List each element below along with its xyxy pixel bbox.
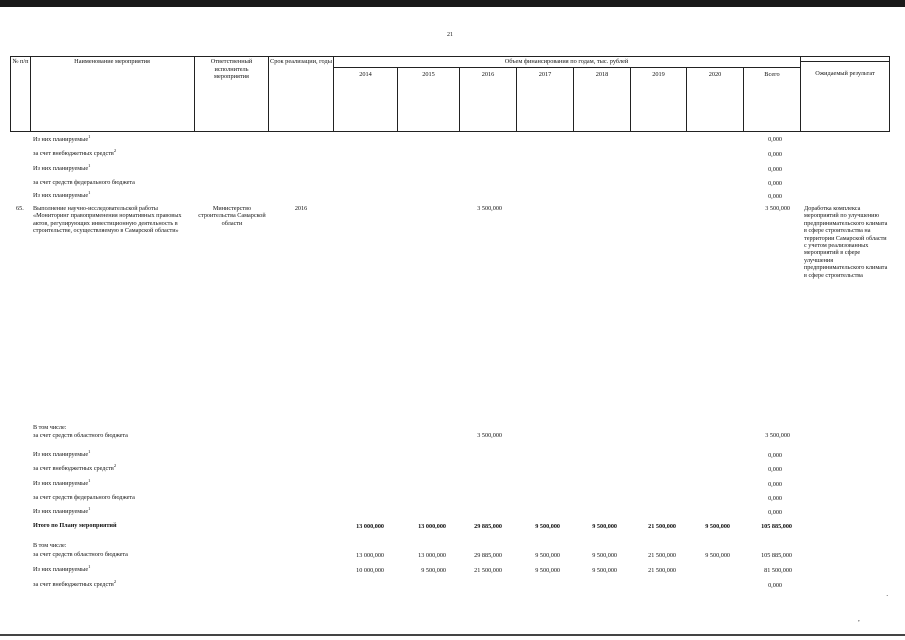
totals-2015: 13 000,000 — [418, 523, 446, 530]
row-total: 0,000 — [768, 166, 782, 173]
totals-planned-2014: 10 000,000 — [356, 567, 384, 574]
col-border — [268, 56, 269, 132]
header-year-2016: 2016 — [481, 71, 495, 78]
item-result: Доработка комплекса мероприятий по улучшению предпринимательского климата в сфере строительства на территории Самарской области с учетом реализованных мероприятий в сфере улучшения предпринимательского климата в сфере строительства — [804, 205, 888, 279]
header-number: № п/п — [12, 58, 29, 65]
row-label: Из них планируемые$^1$ — [33, 163, 91, 172]
header-year-2020: 2020 — [708, 71, 722, 78]
row-total: 0,000 — [768, 180, 782, 187]
totals-2014: 13 000,000 — [356, 523, 384, 530]
totals-regional-2014: 13 000,000 — [356, 552, 384, 559]
totals-planned-2017: 9 500,000 — [535, 567, 560, 574]
row-total: 0,000 — [768, 495, 782, 502]
scan-top-border — [0, 0, 905, 7]
header-name: Наименование мероприятия — [74, 58, 150, 65]
row-label: Из них планируемые$^1$ — [33, 449, 91, 458]
col-border — [10, 56, 11, 132]
scan-bottom-border — [0, 634, 905, 636]
page-number: 21 — [447, 32, 453, 38]
item-2016: 3 500,000 — [477, 205, 502, 212]
item-term: 2016 — [294, 205, 308, 212]
header-term: Срок реализации, годы — [270, 58, 332, 65]
regional-2016: 3 500,000 — [477, 432, 502, 439]
item-number: 65. — [16, 205, 24, 212]
scan-mark: , — [858, 615, 860, 623]
header-year-2015: 2015 — [422, 71, 435, 78]
col-border — [30, 56, 31, 132]
regional-label: за счет средств областного бюджета — [33, 432, 128, 439]
header-year-2019: 2019 — [652, 71, 665, 78]
row-total: 0,000 — [768, 481, 782, 488]
row-total: 0,000 — [768, 193, 782, 200]
row-label: за счет средств федерального бюджета — [33, 179, 135, 186]
totals-planned-label: Из них планируемые$^1$ — [33, 564, 91, 573]
including-label: В том числе: — [33, 424, 67, 431]
totals-2020: 9 500,000 — [705, 523, 730, 530]
totals-extrabudget-label: за счет внебюджетных средств$^2$ — [33, 579, 117, 588]
totals-regional-total: 105 885,000 — [761, 552, 792, 559]
row-label: Из них планируемые$^1$ — [33, 190, 91, 199]
totals-regional-2020: 9 500,000 — [705, 552, 730, 559]
header-year-2017: 2017 — [538, 71, 552, 78]
col-border — [194, 56, 195, 132]
years-top-line — [333, 67, 800, 68]
totals-planned-2018: 9 500,000 — [592, 567, 617, 574]
totals-regional-2016: 29 885,000 — [474, 552, 502, 559]
totals-2017: 9 500,000 — [535, 523, 560, 530]
totals-planned-2019: 21 500,000 — [648, 567, 676, 574]
header-year-2018: 2018 — [595, 71, 609, 78]
totals-planned-2015: 9 500,000 — [421, 567, 446, 574]
row-total: 0,000 — [768, 466, 782, 473]
header-year-total: Всего — [764, 71, 780, 78]
row-label: Из них планируемые$^1$ — [33, 134, 91, 143]
item-total: 3 500,000 — [765, 205, 790, 212]
totals-regional-2015: 13 000,000 — [418, 552, 446, 559]
header-year-2014: 2014 — [359, 71, 372, 78]
header-result: Ожидаемый результат — [815, 70, 875, 77]
totals-total: 105 885,000 — [761, 523, 792, 530]
totals-extrabudget-total: 0,000 — [768, 582, 782, 589]
totals-label: Итого по Плану мероприятий — [33, 522, 117, 529]
item-name: Выполнение научно-исследовательской работы «Мониторинг правоприменения нормативных правовых актов, регулирующих инвестиционную деятельность в строительстве, осуществляемую в Самарской области» — [33, 205, 182, 235]
regional-total: 3 500,000 — [765, 432, 790, 439]
header-bottom-line — [10, 131, 890, 132]
row-label: Из них планируемые$^1$ — [33, 506, 91, 515]
totals-2016: 29 885,000 — [474, 523, 502, 530]
header-financing: Объем финансирования по годам, тыс. рублей — [504, 58, 629, 65]
row-label: за счет средств федерального бюджета — [33, 494, 135, 501]
totals-regional-2018: 9 500,000 — [592, 552, 617, 559]
row-total: 0,000 — [768, 136, 782, 143]
totals-regional-2019: 21 500,000 — [648, 552, 676, 559]
totals-regional-2017: 9 500,000 — [535, 552, 560, 559]
totals-planned-total: 81 500,000 — [764, 567, 792, 574]
row-total: 0,000 — [768, 509, 782, 516]
result-top-line — [800, 61, 890, 62]
totals-including: В том числе: — [33, 542, 67, 549]
item-responsible: Министерство строительства Самарской области — [198, 205, 266, 227]
totals-planned-2016: 21 500,000 — [474, 567, 502, 574]
row-total: 0,000 — [768, 151, 782, 158]
col-border — [889, 56, 890, 132]
row-label: за счет внебюджетных средств$^2$ — [33, 463, 117, 472]
row-label: за счет внебюджетных средств$^2$ — [33, 148, 117, 157]
totals-regional-label: за счет средств областного бюджета — [33, 551, 128, 558]
col-border — [333, 56, 334, 132]
table-top-line — [10, 56, 890, 57]
col-border — [800, 56, 801, 132]
totals-2018: 9 500,000 — [592, 523, 617, 530]
row-label: Из них планируемые$^1$ — [33, 478, 91, 487]
header-responsible: Ответственный исполнитель мероприятия — [210, 58, 253, 80]
scan-mark: · — [886, 592, 889, 600]
totals-2019: 21 500,000 — [648, 523, 676, 530]
row-total: 0,000 — [768, 452, 782, 459]
